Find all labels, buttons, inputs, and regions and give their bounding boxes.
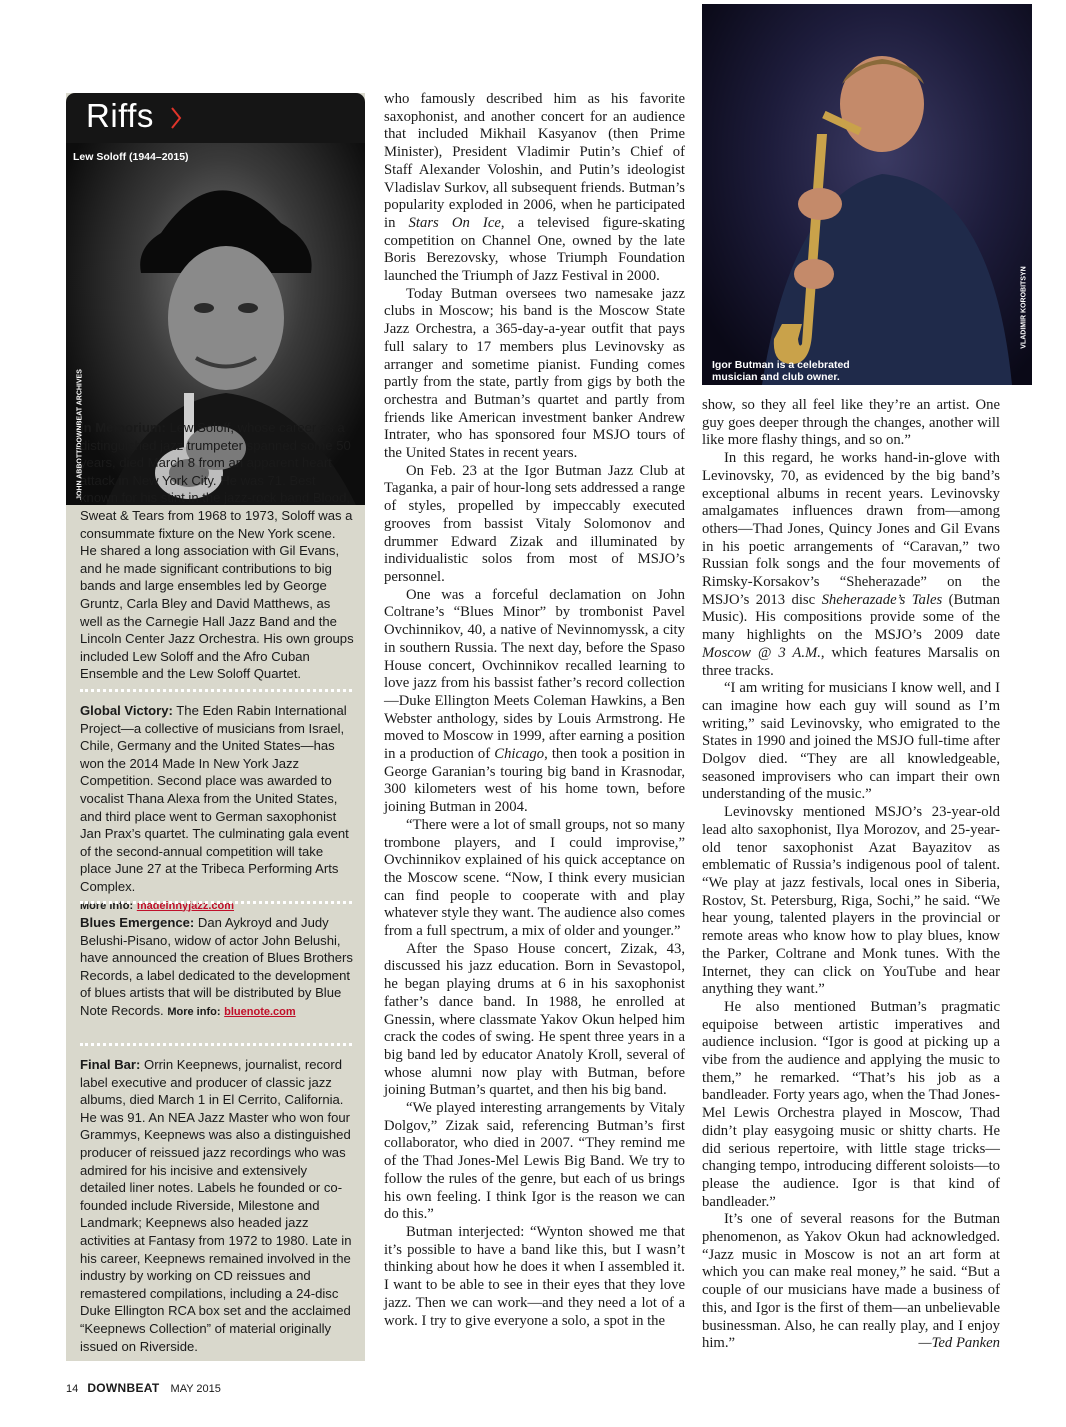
riffs-header — [66, 93, 365, 143]
riffs-title: Riffs — [86, 97, 154, 134]
divider — [80, 901, 352, 904]
issue-date: MAY 2015 — [170, 1383, 221, 1395]
paragraph: “There were a lot of small groups, not so many trombone players, and I could improvise,” Ovchinnikov explained of his quick acceptance on the Moscow scene. “Now, I think every musician can find people to cooperate with and play whatever style they want. The audience also comes from a full spectrum, a mix of older and younger.” — [384, 816, 685, 940]
paragraph: It’s one of several reasons for the Butman phenomenon, as Yakov Okun had acknowledged. “Jazz music in Moscow is not an art form at which you can make real money,” he said. “But a couple of our musicians have made a business of this, and Igor is the first of them—an unbelievable businessman. Also, he can really play, and I enjoy him.” —Ted Panken — [702, 1211, 1000, 1352]
sidebar-item-memorium — [80, 419, 354, 683]
photo-credit: VLADIMIR KOROBITSYN — [1020, 266, 1028, 349]
paragraph: After the Spaso House concert, Zizak, 43, discussed his jazz education. Born in Sevastopol, he began playing drums at 6 in his saxophonist father’s dance band. In 1988, he enrolled at Gnessin, where classmate Yakov Okun helped him crack the codes of swing. He spent three years in a big band led by educator Anatoly Kroll, several of whose alumni now play with Butman, before joining Butman’s quartet, and then his big band. — [384, 940, 685, 1099]
more-info-label: More info: — [80, 899, 134, 912]
more-info-label: More info: — [167, 1005, 221, 1018]
item-text: Orrin Keepnews, journalist, record label executive and producer of classic jazz albums, died March 1 in El Cerrito, California. He was 91. An NEA Jazz Master who won four Grammys, Keepnews was also a distinguished producer of reissued jazz recordings who was admired for his incisive and extensively detailed liner notes. Labels he founded or co-founded include Riverside, Milestone and Landmark; Keepnews also headed jazz activities at Fantasy from 1972 to 1980. Late in his career, Keepnews remained involved in the industry by working on CD reissues and remastered compilations, including a 24-disc Duke Ellington RCA box set and the acclaimed “Keepnews Collection” of material originally issued on Riverside. — [80, 1057, 352, 1354]
page-number: 14 — [66, 1383, 79, 1395]
photo-caption: Igor Butman is a celebrated musician and club owner. — [712, 359, 850, 383]
paragraph: On Feb. 23 at the Igor Butman Jazz Club at Taganka, a pair of hour-long sets addressed a range of styles, propelled by impeccably executed grooves from bassist Vitaly Solomonov and drummer Edward Zizak and illuminated by individualistic solos from most of MSJO’s personnel. — [384, 462, 685, 585]
item-heading: Final Bar: — [80, 1057, 141, 1072]
paragraph: Levinovsky mentioned MSJO’s 23-year-old lead alto saxophonist, Ilya Morozov, and 25-year-old tenor saxophonist Azat Bayazitov as emblematic of Russia’s indigenous pool of talent. “We play at jazz festivals, local ones in Siberia, Rostov, St. Petersburg, Riga, Sochi,” he said. “We hear young, talented players in the provincial or remote areas who know how to play blues, know the Parker, Coltrane and Monk tunes. With the Internet, they can click on YouTube and hear anything they want.” — [702, 804, 1000, 998]
photo-caption: Lew Soloff (1944–2015) — [73, 151, 189, 163]
riffs-sidebar — [66, 93, 365, 1361]
divider — [80, 1043, 352, 1046]
photo-credit: JOHN ABBOTT/DOWNBEAT ARCHIVES — [76, 369, 84, 500]
paragraph: “We played interesting arrangements by Vitaly Dolgov,” Zizak said, referencing Butman’s first collaborator, who died in 2007. “They remind me of the Thad Jones-Mel Lewis Big Band. We try to follow the rules of the genre, but each of us brings his own feeling. I think Igor is the reason we can do this.” — [384, 1100, 685, 1223]
paragraph: who famously described him as his favorite saxophonist, and another concert for an audience that included Mikhail Kasyanov (then Prime Minister), President Vladimir Putin’s Chief of Staff Alexander Voloshin, and Putin’s ideologist Vladislav Surkov, all subsequent friends. Butman’s popularity exploded in 2006, when he participated in Stars On Ice, a televised figure-skating competition on Channel One, owned by the late Boris Berezovsky, whose Triumph Foundation launched the Triumph of Jazz Festival in 2000. — [384, 91, 685, 285]
paragraph: Today Butman oversees two namesake jazz clubs in Moscow; his band is the Moscow State Jazz Orchestra, a 365-day-a-year outfit that pays full salary to 17 members plus Levinovsky as arranger and sometime pianist. Funding comes partly from the state, partly from gigs by both the orchestra and Butman’s quartet and partly from friends like American investment banker Andrew Intrater, who has sponsored four MSJO tours of the United States in recent years. — [384, 285, 685, 462]
item-text: Dan Aykroyd and Judy Belushi-Pisano, widow of actor John Belushi, have announced the creation of Blues Brothers Records, a label dedicated to the development of blues artists that will be distributed by Blue Note Records. — [80, 915, 353, 1018]
paragraph: He also mentioned Butman’s pragmatic equipoise between artistic imperatives and audience inclusion. “Igor is good at picking up a vibe from the audience and applying the music to them,” he remarked. “That’s his job as a bandleader. Forty years ago, when the Thad Jones-Mel Lewis Orchestra played in Moscow, Thad didn’t play easygoing music or shitty charts. He did serious repertoire, with little stage tricks—changing tempo, introducing different soloists—to please the audience. Igor is that kind of bandleader.” — [702, 998, 1000, 1210]
item-heading: Global Victory: — [80, 703, 173, 718]
paragraph: Butman interjected: “Wynton showed me that it’s possible to have a band like this, but I wasn’t thinking about how he does it when I assembled it. I want to be able to see in their eyes that they love jazz. Then we can work—and they need a lot of a work. I try to give everyone a solo, a spot in the — [384, 1224, 685, 1329]
paragraph: show, so they all feel like they’re an artist. One guy goes deeper through the changes, another will like more flashy things, and so on.” — [702, 397, 1000, 449]
page-footer — [66, 1381, 221, 1395]
igor-butman-photo — [702, 4, 1032, 385]
byline: —Ted Panken — [918, 1335, 1000, 1352]
item-heading: In Memorium: — [80, 420, 166, 435]
magazine-name: DOWNBEAT — [87, 1381, 160, 1395]
paragraph: One was a forceful declamation on John Coltrane’s “Blues Minor” by trombonist Pavel Ovchinnikov, 40, a native of Nevinnomyssk, a city in southern Russia. The next day, before the Spaso House concert, Ovchinnikov recalled learning to love jazz from his bassist father’s record collection—Duke Ellington Meets Coleman Hawkins, a Ben Webster anthology, sides by Louis Armstrong. He moved to Moscow in 1999, after earning a position in a production of Chicago, then took a position in George Garanian’s touring big band in Krasnodar, 300 kilometers west of his home town, before joining Butman in 2004. — [384, 586, 685, 816]
item-text: Lew Soloff, whose career as a distinguished jazz trumpeter spanned some 50 years, died March 8 from an apparent heart attack in New York City. He was 71. Best known for his stint in the jazz-rock band Blood, Sweat & Tears from 1968 to 1973, Soloff was a consummate fixture on the New York scene. He shared a long association with Gil Evans, and he made significant contributions to big bands and large ensembles led by George Gruntz, Carla Bley and David Matthews, as well as the Carnegie Hall Jazz Band and the Lincoln Center Jazz Orchestra. His own groups included Lew Soloff and the Afro Cuban Ensemble and the Lew Soloff Quartet. — [80, 420, 354, 682]
sidebar-item-final-bar — [80, 1056, 354, 1355]
sidebar-item-blues-emergence — [80, 914, 354, 1022]
chevron-right-icon — [170, 107, 182, 129]
bluenote-link[interactable]: bluenote.com — [224, 1005, 296, 1018]
igor-butman-illustration — [702, 4, 1032, 385]
madeinnyjazz-link[interactable]: madeinnyjazz.com — [136, 899, 235, 912]
divider — [80, 689, 352, 692]
item-text: The Eden Rabin International Project—a collective of musicians from Israel, Chile, Germany and the United States—has won the 2014 Made In New York Jazz Competition. Second place was awarded to vocalist Thana Alexa from the United States, and third place went to German saxophonist Jan Prax’s quartet. The culminating gala event of the second-annual competition will take place June 27 at the Tribeca Performing Arts Complex. — [80, 703, 349, 894]
sidebar-item-global-victory — [80, 702, 354, 915]
article-column-2 — [702, 397, 1000, 1353]
paragraph: In this regard, he works hand-in-glove with Levinovsky, 70, as evidenced by the big band’s exceptional albums in recent years. Levinovsky amalgamates influences drawn from—among others—Thad Jones, Quincy Jones and Gil Evans in his poetic arrangements of “Caravan,” two Russian folk songs and the four movements of Rimsky-Korsakov’s “Sheherazade” on the MSJO’s 2013 disc Sheherazade’s Tales (Butman Music). His compositions provide some of the many highlights on the MSJO’s 2009 date Moscow @ 3 A.M., which features Marsalis on three tracks. — [702, 450, 1000, 679]
paragraph: “I am writing for musicians I know well, and I can imagine how each guy will sound as I’m writing,” said Levinovsky, who emigrated to the States in 1990 and joined the MSJO full-time after Dolgov died. “They are all knowledgeable, seasoned improvisers who can impart their own understanding of the music.” — [702, 680, 1000, 803]
item-heading: Blues Emergence: — [80, 915, 195, 930]
article-column-1 — [384, 91, 685, 1330]
